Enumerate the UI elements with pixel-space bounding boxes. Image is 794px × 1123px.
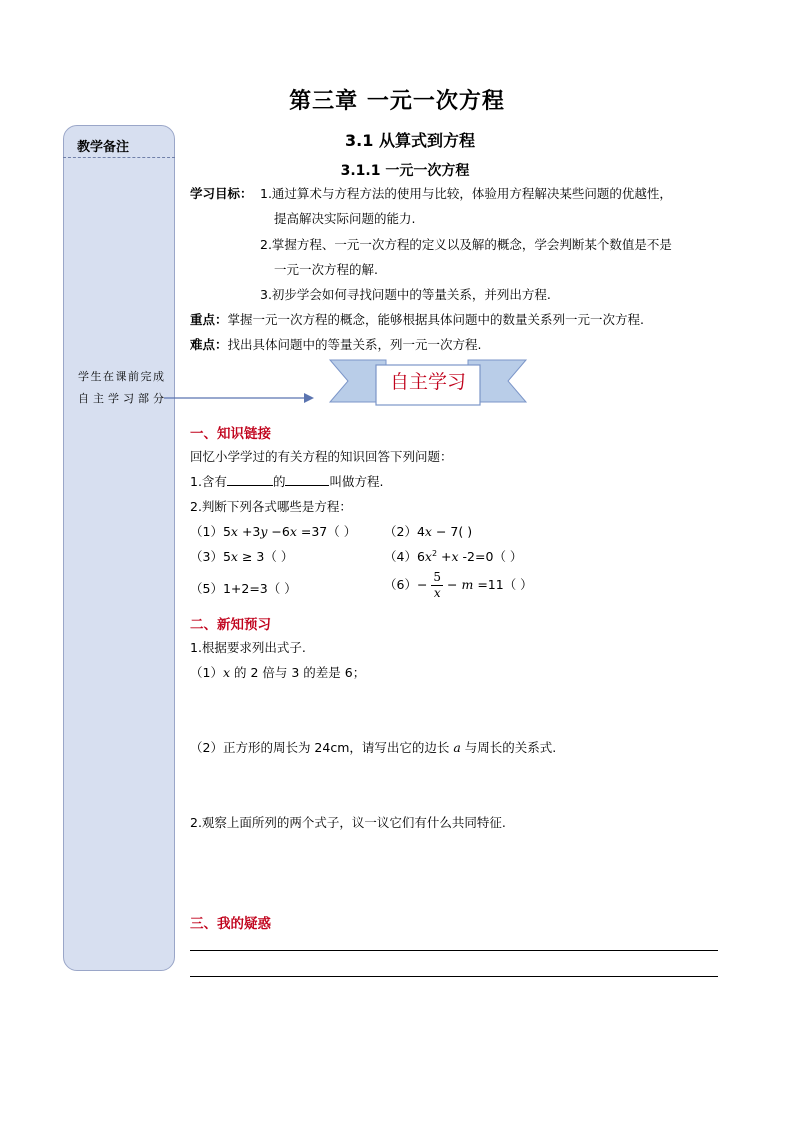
part1-heading: 一、知识链接: [190, 426, 271, 442]
difficulty-label: 难点：: [190, 337, 228, 352]
objective-line: 一元一次方程的解.: [274, 262, 378, 277]
banner-text: 自主学习: [389, 371, 466, 393]
fill-blank[interactable]: [285, 474, 329, 486]
difficulty: [190, 335, 482, 353]
part1-q1: [190, 472, 383, 490]
part2-q1: 1.根据要求列出式子.: [190, 640, 306, 655]
arrow-icon: [164, 390, 324, 410]
equation-item: （2）4x − 7( ): [384, 524, 473, 539]
subsection-title: 3.1.1 一元一次方程: [340, 163, 470, 179]
equation-item: （3）5x ≥ 3（ ）: [190, 549, 294, 564]
q1-suffix: 叫做方程.: [329, 474, 384, 489]
equation-item: （6）− $\frac{5}{x}$ − m =11（ ）: [384, 570, 533, 600]
answer-line[interactable]: [190, 950, 718, 951]
fraction: $\frac{5}{x}$: [433, 570, 442, 600]
part2-q1a: （1）x 的 2 倍与 3 的差是 6；: [190, 665, 366, 680]
part2-q2: 2.观察上面所列的两个式子，议一议它们有什么共同特征.: [190, 815, 506, 830]
key-point: [190, 310, 644, 328]
difficulty-text: 找出具体问题中的等量关系，列一元一次方程.: [227, 337, 482, 352]
objectives-label: 学习目标：: [190, 186, 253, 201]
part1-q2: 2.判断下列各式哪些是方程：: [190, 499, 352, 514]
part2-heading: 二、新知预习: [190, 617, 271, 633]
sidebar-divider: [63, 157, 175, 158]
key-point-text: 掌握一元一次方程的概念，能够根据具体问题中的数量关系列一元一次方程.: [227, 312, 644, 327]
objective-line: 2.掌握方程、一元一次方程的定义以及解的概念，学会判断某个数值是不是: [260, 237, 672, 252]
q1-prefix: 1.含有: [190, 474, 227, 489]
chapter-title: 第三章 一元一次方程: [289, 89, 505, 114]
part3-heading: 三、我的疑惑: [190, 916, 271, 932]
key-point-label: 重点：: [190, 312, 228, 327]
sidebar-header: 教学备注: [77, 140, 130, 155]
part2-q1b: （2）正方形的周长为 24cm，请写出它的边长 a 与周长的关系式.: [190, 740, 557, 755]
sidebar-note: 学生在课前完成自主学习部分: [78, 370, 164, 405]
section-title: 3.1 从算式到方程: [345, 131, 475, 150]
answer-line[interactable]: [190, 976, 718, 977]
objective-line: 提高解决实际问题的能力.: [274, 211, 416, 226]
equation-item: $(4)6x^2 +x$ -2=0（ ）: [384, 548, 523, 564]
objective-line: 1.通过算术与方程方法的使用与比较，体验用方程解决某些问题的优越性，: [260, 186, 672, 201]
teaching-notes-sidebar: [63, 125, 175, 971]
objective-line: 3.初步学会如何寻找问题中的等量关系，并列出方程.: [260, 287, 551, 302]
q1-mid: 的: [272, 474, 286, 489]
equation-item: （1）5x +3y −6x =37（ ）: [190, 524, 357, 539]
equation-item: （5）1+2=3（ ）: [190, 581, 297, 596]
part1-intro: 回忆小学学过的有关方程的知识回答下列问题：: [190, 449, 453, 464]
fill-blank[interactable]: [227, 474, 273, 486]
